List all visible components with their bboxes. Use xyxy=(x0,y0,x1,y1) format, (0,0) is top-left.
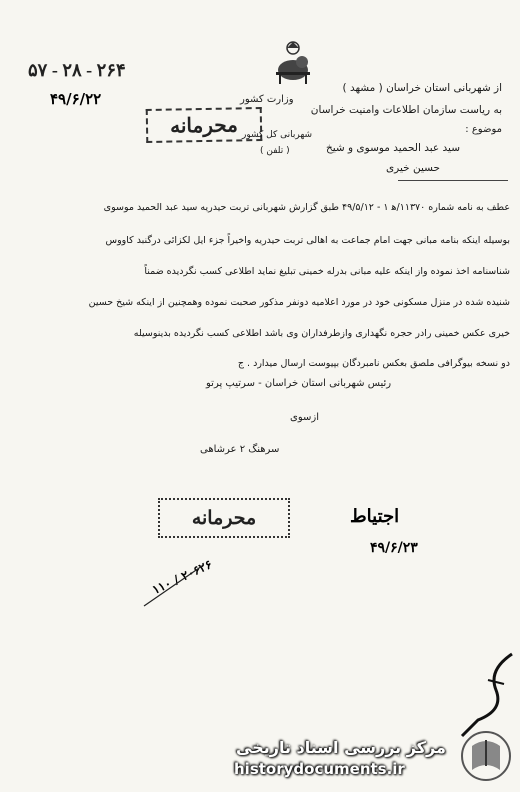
ministry-label: وزارت کشور xyxy=(240,94,294,105)
body-line-2: بوسیله اینکه بنامه مبانی جهت امام جماعت به اهالی تربت‌ حیدریه واخیراً جزء ایل لکزائی درگنبد کاووس xyxy=(105,235,510,246)
signature-from: ازسوی xyxy=(290,412,319,423)
archive-logo-icon xyxy=(458,728,514,784)
signature-title: رئیس شهربانی استان خراسان - سرتیپ پرتو xyxy=(206,378,392,389)
body-line-6: دو نسخه بیوگرافی ملصق بعکس نامبردگان بپیوست ارسال میدارد . ج xyxy=(237,358,510,369)
subject-label: موضوع : xyxy=(465,124,502,135)
police-label: شهربانی کل کشور xyxy=(242,130,313,140)
pen-stroke-icon xyxy=(140,556,210,612)
handwritten-scribble-icon xyxy=(448,650,518,740)
body-line-1: عطف به نامه شماره ۱۱۳۷۰/ه‍ ۱ - ۴۹/۵/۱۲ طبق گزارش شهربانی تربت‌ حیدریه سید عبد الحمید موسوی xyxy=(103,202,510,213)
footer-site: historydocuments.ir xyxy=(234,760,405,778)
confidential-stamp-bottom xyxy=(158,498,290,538)
handwritten-date: ۴۹/۶/۲۲ xyxy=(50,90,102,108)
footer-org: مرکز بررسی اسناد تاریخی xyxy=(236,738,446,757)
margin-note: ۱۱۰ / ۲۰۶۲۶ xyxy=(150,557,215,597)
confidential-stamp-top-text: محرمانه xyxy=(169,112,239,138)
body-line-3: شناسنامه اخذ نموده واز اینکه علیه مبانی بدرله خمینی تبلیغ نماید اطلاعی کسب نگردیده ضمناً xyxy=(144,266,510,277)
handwritten-note-date: ۴۹/۶/۲۳ xyxy=(370,540,418,556)
addressee-from: از شهربانی استان خراسان ( مشهد ) xyxy=(342,82,502,94)
body-line-5: خیری عکس خمینی رادر حجره نگهداری وازطرفداران وی باشد اطلاعی کسب نگردیده بدینوسیله xyxy=(133,328,510,339)
footer-logo xyxy=(300,728,514,788)
handwritten-note: اجتیاط xyxy=(350,506,400,527)
confidential-stamp-bottom-text: محرمانه xyxy=(191,507,257,529)
phone-label: ( تلفن ) xyxy=(260,146,290,156)
subject-line-1: سید عبد الحمید موسوی و شیخ xyxy=(325,142,460,154)
lion-sun-crest-icon xyxy=(268,40,318,86)
body-line-4: شنیده شده در منزل مسکونی خود در مورد اعلامیه دونفر مذکور صحبت نموده وهمچنین از اینکه شیخ حسین xyxy=(88,297,510,308)
signature-name: سرهنگ ۲ عرشاهی xyxy=(200,444,280,455)
reference-number: ۵۷ - ۲۸ - ۲۶۴ xyxy=(28,60,126,80)
subject-line-2: حسین خیری xyxy=(385,162,440,174)
subject-underline xyxy=(398,180,508,181)
addressee-to: به ریاست سازمان اطلاعات وامنیت خراسان xyxy=(310,104,502,116)
